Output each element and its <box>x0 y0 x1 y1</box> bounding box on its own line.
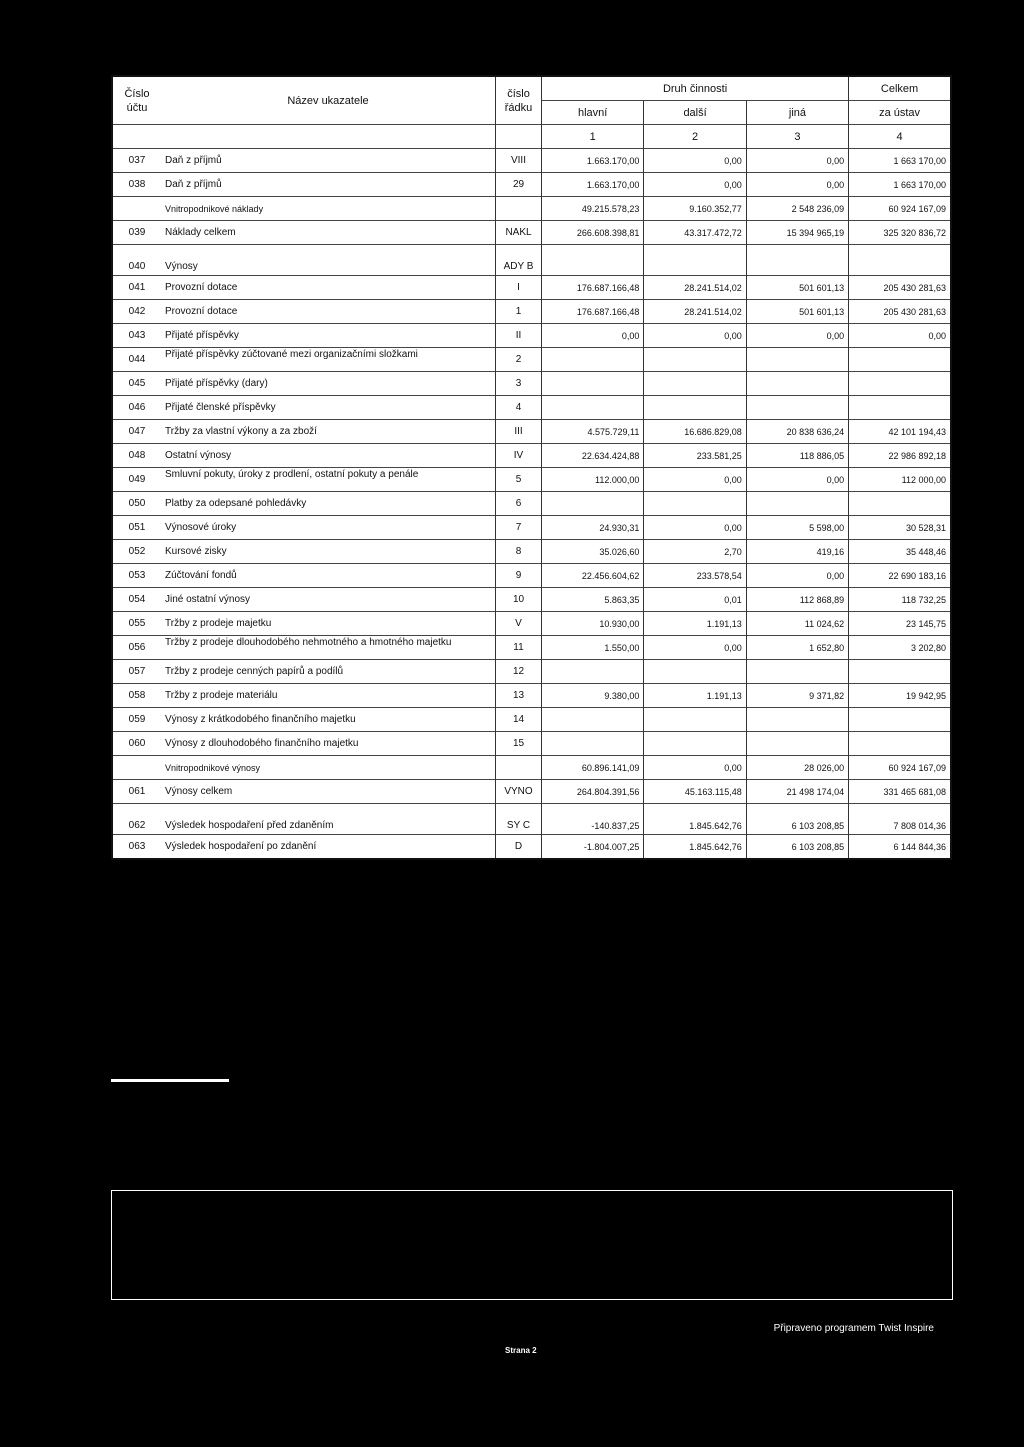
main-activity-value: 1.663.170,00 <box>542 149 644 173</box>
indicator-name-cell: Platby za odepsané pohledávky <box>161 492 496 516</box>
another-activity-value: 118 886,05 <box>746 444 848 468</box>
total-value: 42 101 194,43 <box>849 420 951 444</box>
main-activity-value <box>542 708 644 732</box>
indicator-name-cell: Kursové zisky <box>161 540 496 564</box>
total-value: 30 528,31 <box>849 516 951 540</box>
row-number-cell: VIII <box>496 149 542 173</box>
other-activity-value: 43.317.472,72 <box>644 221 746 245</box>
row-number-cell: 10 <box>496 588 542 612</box>
another-activity-value: 6 103 208,85 <box>746 835 848 860</box>
total-value: 6 144 844,36 <box>849 835 951 860</box>
total-value <box>849 396 951 420</box>
table-row <box>112 804 951 835</box>
indicator-name-header: Název ukazatele <box>161 76 496 125</box>
indicator-name-cell: Přijaté příspěvky <box>161 324 496 348</box>
another-activity-value <box>746 708 848 732</box>
indicator-name-cell: Tržby z prodeje dlouhodobého nehmotného a hmotného majetku <box>161 636 496 660</box>
total-value <box>849 245 951 276</box>
other-activity-header: další <box>644 101 746 125</box>
row-number-cell <box>496 756 542 780</box>
other-activity-value: 0,00 <box>644 468 746 492</box>
row-number-cell: IV <box>496 444 542 468</box>
indicator-name-cell: Náklady celkem <box>161 221 496 245</box>
table-row <box>112 444 951 468</box>
another-activity-value: 20 838 636,24 <box>746 420 848 444</box>
account-no-header: Číslo účtu <box>112 76 161 125</box>
total-value: 1 663 170,00 <box>849 173 951 197</box>
row-number-cell: 3 <box>496 372 542 396</box>
main-activity-value: 112.000,00 <box>542 468 644 492</box>
table-row <box>112 540 951 564</box>
other-activity-value: 0,00 <box>644 324 746 348</box>
account-number-cell: 053 <box>112 564 161 588</box>
activity-type-header: Druh činnosti <box>542 76 849 101</box>
main-activity-value: 22.634.424,88 <box>542 444 644 468</box>
row-number-cell: 13 <box>496 684 542 708</box>
row-number-cell: VYNO <box>496 780 542 804</box>
other-activity-value: 0,01 <box>644 588 746 612</box>
indicator-name-cell: Přijaté příspěvky zúčtované mezi organizačními složkami <box>161 348 496 372</box>
account-number-cell <box>112 756 161 780</box>
main-activity-value: 1.663.170,00 <box>542 173 644 197</box>
account-number-cell: 037 <box>112 149 161 173</box>
main-activity-value: 49.215.578,23 <box>542 197 644 221</box>
other-activity-value: 233.581,25 <box>644 444 746 468</box>
table-row <box>112 492 951 516</box>
account-number-cell: 057 <box>112 660 161 684</box>
another-activity-value: 6 103 208,85 <box>746 804 848 835</box>
table-row <box>112 780 951 804</box>
another-activity-value: 1 652,80 <box>746 636 848 660</box>
account-number-cell: 060 <box>112 732 161 756</box>
total-value: 22 986 892,18 <box>849 444 951 468</box>
main-activity-value: 5.863,35 <box>542 588 644 612</box>
column-number-1: 1 <box>542 125 644 149</box>
total-value <box>849 372 951 396</box>
row-number-cell: 8 <box>496 540 542 564</box>
main-activity-value: 264.804.391,56 <box>542 780 644 804</box>
table-row <box>112 396 951 420</box>
main-activity-value: 9.380,00 <box>542 684 644 708</box>
account-number-cell: 044 <box>112 348 161 372</box>
account-number-cell: 051 <box>112 516 161 540</box>
indicator-name-cell: Výnosové úroky <box>161 516 496 540</box>
other-activity-value: 1.845.642,76 <box>644 835 746 860</box>
another-activity-value: 0,00 <box>746 149 848 173</box>
row-number-cell: 14 <box>496 708 542 732</box>
indicator-name-cell: Vnitropodnikové výnosy <box>161 756 496 780</box>
row-number-cell: ADY B <box>496 245 542 276</box>
income-statement-table <box>111 75 952 860</box>
indicator-name-cell: Provozní dotace <box>161 276 496 300</box>
indicator-name-cell: Jiné ostatní výnosy <box>161 588 496 612</box>
main-activity-value: 22.456.604,62 <box>542 564 644 588</box>
indicator-name-cell: Tržby z prodeje majetku <box>161 612 496 636</box>
other-activity-value: 1.191,13 <box>644 612 746 636</box>
column-number-4: 4 <box>849 125 951 149</box>
indicator-name-cell: Výnosy celkem <box>161 780 496 804</box>
table-row <box>112 420 951 444</box>
row-number-cell: NAKL <box>496 221 542 245</box>
account-number-cell: 058 <box>112 684 161 708</box>
other-activity-value: 28.241.514,02 <box>644 300 746 324</box>
main-activity-value <box>542 660 644 684</box>
total-value: 19 942,95 <box>849 684 951 708</box>
main-activity-value <box>542 492 644 516</box>
indicator-name-cell: Ostatní výnosy <box>161 444 496 468</box>
total-value: 23 145,75 <box>849 612 951 636</box>
other-activity-value: 1.845.642,76 <box>644 804 746 835</box>
main-activity-value: -140.837,25 <box>542 804 644 835</box>
row-number-cell: V <box>496 612 542 636</box>
account-number-cell: 041 <box>112 276 161 300</box>
account-number-cell: 056 <box>112 636 161 660</box>
table-row <box>112 835 951 860</box>
main-activity-value <box>542 372 644 396</box>
indicator-name-cell: Tržby za vlastní výkony a za zboží <box>161 420 496 444</box>
row-number-cell: SY C <box>496 804 542 835</box>
total-value: 60 924 167,09 <box>849 197 951 221</box>
total-value: 331 465 681,08 <box>849 780 951 804</box>
other-activity-value <box>644 492 746 516</box>
other-activity-value: 1.191,13 <box>644 684 746 708</box>
table-row <box>112 149 951 173</box>
table-row <box>112 684 951 708</box>
column-number-row <box>112 125 951 149</box>
other-activity-value: 0,00 <box>644 149 746 173</box>
main-activity-value <box>542 348 644 372</box>
table-row <box>112 708 951 732</box>
main-activity-value: 24.930,31 <box>542 516 644 540</box>
another-activity-value: 9 371,82 <box>746 684 848 708</box>
table-row <box>112 516 951 540</box>
another-activity-value: 0,00 <box>746 468 848 492</box>
row-number-cell: 1 <box>496 300 542 324</box>
row-number-cell: D <box>496 835 542 860</box>
table-row <box>112 732 951 756</box>
table-row <box>112 245 951 276</box>
indicator-name-cell: Výnosy <box>161 245 496 276</box>
row-number-cell: 6 <box>496 492 542 516</box>
another-activity-value: 501 601,13 <box>746 300 848 324</box>
indicator-name-cell: Daň z příjmů <box>161 149 496 173</box>
another-activity-value: 5 598,00 <box>746 516 848 540</box>
main-activity-value: 10.930,00 <box>542 612 644 636</box>
total-value: 112 000,00 <box>849 468 951 492</box>
account-number-cell <box>112 197 161 221</box>
another-activity-value: 21 498 174,04 <box>746 780 848 804</box>
row-number-cell: 12 <box>496 660 542 684</box>
stamp-box <box>111 1190 953 1300</box>
account-number-cell: 038 <box>112 173 161 197</box>
table-row <box>112 612 951 636</box>
account-number-cell: 048 <box>112 444 161 468</box>
another-activity-value <box>746 245 848 276</box>
other-activity-value <box>644 732 746 756</box>
other-activity-value: 233.578,54 <box>644 564 746 588</box>
table-row <box>112 324 951 348</box>
total-header: Celkem <box>849 76 951 101</box>
total-value: 35 448,46 <box>849 540 951 564</box>
row-number-cell: 4 <box>496 396 542 420</box>
another-activity-value: 501 601,13 <box>746 276 848 300</box>
total-value: 118 732,25 <box>849 588 951 612</box>
other-activity-value: 9.160.352,77 <box>644 197 746 221</box>
other-activity-value: 16.686.829,08 <box>644 420 746 444</box>
other-activity-value: 0,00 <box>644 516 746 540</box>
main-activity-value: -1.804.007,25 <box>542 835 644 860</box>
total-value <box>849 348 951 372</box>
main-activity-value: 60.896.141,09 <box>542 756 644 780</box>
header-row-top <box>112 76 951 101</box>
row-number-cell: 15 <box>496 732 542 756</box>
another-activity-value: 0,00 <box>746 173 848 197</box>
indicator-name-cell: Provozní dotace <box>161 300 496 324</box>
total-value <box>849 732 951 756</box>
another-activity-value: 0,00 <box>746 564 848 588</box>
row-number-cell: 9 <box>496 564 542 588</box>
main-activity-value <box>542 396 644 420</box>
account-number-cell: 043 <box>112 324 161 348</box>
another-activity-value <box>746 732 848 756</box>
account-number-cell: 045 <box>112 372 161 396</box>
main-activity-value: 266.608.398,81 <box>542 221 644 245</box>
table-body <box>112 149 951 860</box>
account-number-cell: 039 <box>112 221 161 245</box>
table-row <box>112 348 951 372</box>
account-number-cell: 059 <box>112 708 161 732</box>
blank-cell <box>112 125 161 149</box>
page-number: Strana 2 <box>505 1346 537 1355</box>
other-activity-value <box>644 245 746 276</box>
another-activity-value: 15 394 965,19 <box>746 221 848 245</box>
other-activity-value: 28.241.514,02 <box>644 276 746 300</box>
indicator-name-cell: Daň z příjmů <box>161 173 496 197</box>
row-number-cell: I <box>496 276 542 300</box>
table-row <box>112 276 951 300</box>
main-activity-value: 176.687.166,48 <box>542 276 644 300</box>
signature-line <box>111 1079 229 1082</box>
other-activity-value <box>644 348 746 372</box>
other-activity-value: 0,00 <box>644 173 746 197</box>
account-number-cell: 061 <box>112 780 161 804</box>
account-number-cell: 063 <box>112 835 161 860</box>
account-number-cell: 055 <box>112 612 161 636</box>
row-number-cell: III <box>496 420 542 444</box>
main-activity-value: 4.575.729,11 <box>542 420 644 444</box>
account-number-cell: 042 <box>112 300 161 324</box>
main-activity-value: 176.687.166,48 <box>542 300 644 324</box>
other-activity-value <box>644 396 746 420</box>
another-activity-value: 11 024,62 <box>746 612 848 636</box>
another-activity-value: 419,16 <box>746 540 848 564</box>
total-value <box>849 660 951 684</box>
account-number-cell: 040 <box>112 245 161 276</box>
indicator-name-cell: Přijaté členské příspěvky <box>161 396 496 420</box>
account-number-cell: 052 <box>112 540 161 564</box>
row-number-cell <box>496 197 542 221</box>
indicator-name-cell: Smluvní pokuty, úroky z prodlení, ostatní pokuty a penále <box>161 468 496 492</box>
main-activity-value <box>542 245 644 276</box>
main-activity-header: hlavní <box>542 101 644 125</box>
row-number-cell: 29 <box>496 173 542 197</box>
table-row <box>112 372 951 396</box>
other-activity-value: 45.163.115,48 <box>644 780 746 804</box>
other-activity-value <box>644 708 746 732</box>
table-row <box>112 300 951 324</box>
indicator-name-cell: Vnitropodnikové náklady <box>161 197 496 221</box>
table-row <box>112 636 951 660</box>
table-row <box>112 756 951 780</box>
institution-total-header: za ústav <box>849 101 951 125</box>
main-activity-value: 35.026,60 <box>542 540 644 564</box>
indicator-name-cell: Výnosy z dlouhodobého finančního majetku <box>161 732 496 756</box>
indicator-name-cell: Zúčtování fondů <box>161 564 496 588</box>
total-value: 325 320 836,72 <box>849 221 951 245</box>
account-number-cell: 054 <box>112 588 161 612</box>
column-number-3: 3 <box>746 125 848 149</box>
indicator-name-cell: Výnosy z krátkodobého finančního majetku <box>161 708 496 732</box>
another-activity-value: 0,00 <box>746 324 848 348</box>
row-number-cell: II <box>496 324 542 348</box>
total-value: 205 430 281,63 <box>849 276 951 300</box>
account-number-cell: 062 <box>112 804 161 835</box>
other-activity-value: 0,00 <box>644 756 746 780</box>
indicator-name-cell: Tržby z prodeje cenných papírů a podílů <box>161 660 496 684</box>
other-activity-value <box>644 660 746 684</box>
total-value: 7 808 014,36 <box>849 804 951 835</box>
total-value <box>849 492 951 516</box>
another-activity-value: 112 868,89 <box>746 588 848 612</box>
table-row <box>112 173 951 197</box>
another-activity-value <box>746 660 848 684</box>
other-activity-value <box>644 372 746 396</box>
row-no-header: číslo řádku <box>496 76 542 125</box>
account-number-cell: 046 <box>112 396 161 420</box>
total-value <box>849 708 951 732</box>
another-activity-value: 2 548 236,09 <box>746 197 848 221</box>
indicator-name-cell: Výsledek hospodaření před zdaněním <box>161 804 496 835</box>
blank-cell <box>161 125 496 149</box>
row-number-cell: 11 <box>496 636 542 660</box>
another-activity-value: 28 026,00 <box>746 756 848 780</box>
total-value: 22 690 183,16 <box>849 564 951 588</box>
another-activity-value <box>746 372 848 396</box>
another-activity-value <box>746 492 848 516</box>
account-number-cell: 047 <box>112 420 161 444</box>
total-value: 0,00 <box>849 324 951 348</box>
total-value: 3 202,80 <box>849 636 951 660</box>
prepared-by-text: Připraveno programem Twist Inspire <box>773 1323 934 1334</box>
another-activity-value <box>746 348 848 372</box>
main-activity-value <box>542 732 644 756</box>
total-value: 60 924 167,09 <box>849 756 951 780</box>
table-row <box>112 660 951 684</box>
indicator-name-cell: Výsledek hospodaření po zdanění <box>161 835 496 860</box>
indicator-name-cell: Tržby z prodeje materiálu <box>161 684 496 708</box>
other-activity-value: 0,00 <box>644 636 746 660</box>
total-value: 205 430 281,63 <box>849 300 951 324</box>
main-activity-value: 1.550,00 <box>542 636 644 660</box>
main-activity-value: 0,00 <box>542 324 644 348</box>
another-activity-value <box>746 396 848 420</box>
row-number-cell: 5 <box>496 468 542 492</box>
table-row <box>112 588 951 612</box>
indicator-name-cell: Přijaté příspěvky (dary) <box>161 372 496 396</box>
table-row <box>112 564 951 588</box>
column-number-2: 2 <box>644 125 746 149</box>
row-number-cell: 2 <box>496 348 542 372</box>
another-activity-header: jiná <box>746 101 848 125</box>
blank-cell <box>496 125 542 149</box>
table-row <box>112 197 951 221</box>
table-row <box>112 468 951 492</box>
total-value: 1 663 170,00 <box>849 149 951 173</box>
table-row <box>112 221 951 245</box>
account-number-cell: 050 <box>112 492 161 516</box>
account-number-cell: 049 <box>112 468 161 492</box>
other-activity-value: 2,70 <box>644 540 746 564</box>
row-number-cell: 7 <box>496 516 542 540</box>
